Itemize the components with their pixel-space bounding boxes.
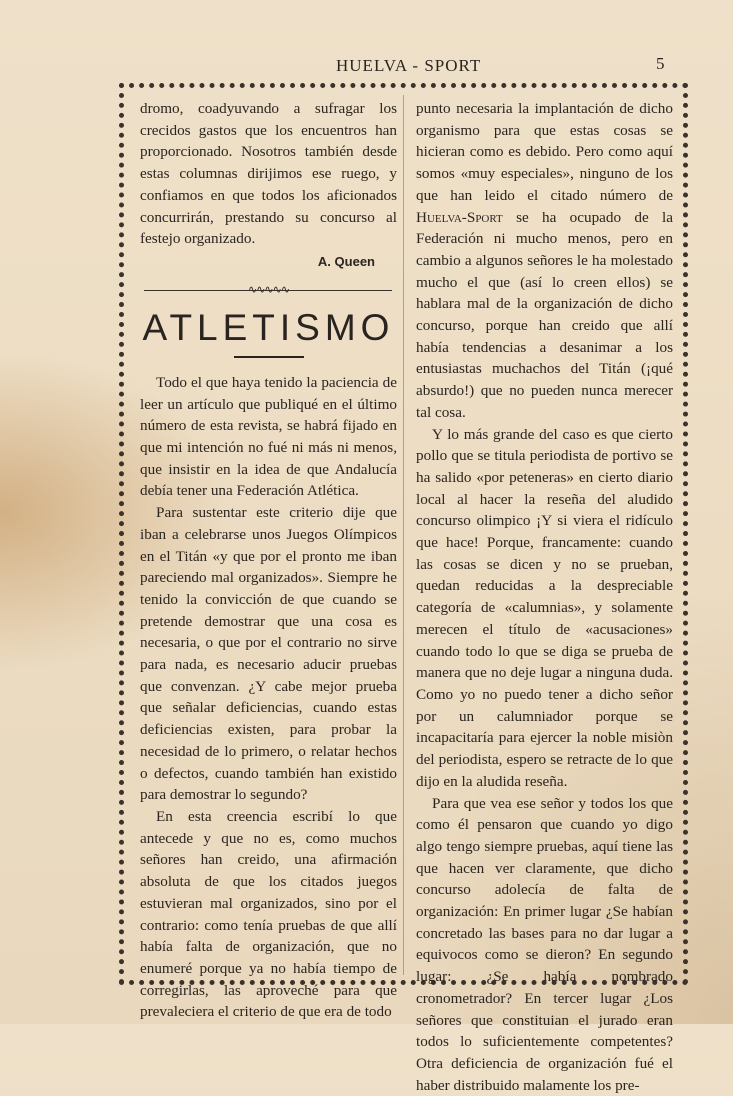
- title-underline: [234, 356, 304, 358]
- section-title: ATLETISMO: [140, 306, 397, 350]
- section-ornament: [140, 282, 397, 300]
- author-signature: A. Queen: [140, 252, 375, 272]
- continuation-paragraph: dromo, coadyuvando a sufragar los crecidos gastos que los encuentros han proporcionado. Nosotros también desde estas columnas dirijimos ese ruego, y confiamos en que todos los aficionados concurrirán, prestando su concurso al festejo organizado.: [140, 98, 397, 250]
- article-paragraph: En esta creencia escribí lo que antecede y que no es, como muchos señores han creido, una afirmación absoluta de que los citados juegos estuvieran mal organizados, sino por el contrario: como tenía pruebas de que allí había falta de organización, que no enumeré porque ya no había tiempo de corregirlas, las aproveché para que prevaleciera el criterio de que era de todo: [140, 806, 397, 1023]
- article-paragraph: Todo el que haya tenido la paciencia de leer un artículo que publiqué en el último número de esta revista, se habrá fijado en que mi intención no fué ni más ni menos, que insistir en la idea de que Andalucía debía tener una Federación Atlética.: [140, 372, 397, 502]
- right-column: [416, 98, 673, 1096]
- continuation-paragraph: [416, 98, 673, 424]
- running-head: HUELVA - SPORT: [336, 56, 481, 76]
- ornament-wave-icon: ∿∿∿∿∿: [248, 284, 289, 296]
- article-paragraph: Y lo más grande del caso es que cierto pollo que se titula periodista de portivo se ha salido «por peteneras» en cierto diario local al hacer la reseña del aludido concurso olimpico ¡Y si viera el ridículo que hace! Porque, francamente: cuando las cosas se dicen y no se prueban, quedan reducidas a la despreciable categoría de «calumnias», y solamente merecen el título de «acusaciones» cuando todo lo que se diga se prueba de manera que no deje lugar a ninguna duda. Como yo no puedo tener a dicho señor por un calumniador porque se incapacitaría para ejercer la noble misiòn del periodista, espero se retracte de lo que dijo en la aludida reseña.: [416, 424, 673, 793]
- article-paragraph: Para que vea ese señor y todos los que como él pensaron que cuando yo digo algo tengo siempre pruebas, aquí tiene las que hacen ver claramente, que dicho concurso adolecía de falta de organización: En primer lugar ¿Se habían concretado las bases para no dar lugar a equivocos como se dieron? En segundo lugar: ¿Se había nombrado cronometrador? En tercer lugar ¿Los señores que constituian el jurado eran todos lo suficientemente competentes? Otra deficiencia de organización fué el haber distribuido malamente los pre-: [416, 793, 673, 1096]
- continuation-text-before: punto necesaria la implantación de dicho organismo para que estas cosas se hicieran como es debido. Pero como aquí somos «muy especiales», ninguno de los que han leido el citado número de: [416, 100, 673, 204]
- continuation-text-after: se ha ocupado de la Federación ni mucho menos, pero en cambio a algunos señores le ha molestado mucho el que (así lo creen ellos) se hablara mal de la organización de dicho concurso, porque han creido que allí había tendencias a desanimar a los entusiastas muchachos del Titán (¡qué absurdo!) que no pueden nunca merecer tal cosa.: [416, 209, 673, 421]
- left-column: [140, 98, 397, 1023]
- column-divider: [403, 95, 404, 975]
- page-number: 5: [656, 54, 665, 74]
- magazine-name: Huelva-Sport: [416, 209, 503, 226]
- article-paragraph: Para sustentar este criterio dije que iban a celebrarse unos Juegos Olímpicos en el Titán «y que por el pronto me iban pareciendo mal organizados». Siempre he tenido la convicción de que cuando se pretende demostrar que una cosa es necesaria, o que por el contrario no sirve para nada, es necesario aducir pruebas que convenzan. ¿Y cabe mejor prueba que señalar deficiencias, cuando estas deficiencias existen, para probar la necesidad de lo primero, o relatar hechos o defectos, cuando también han existido para demostrar lo segundo?: [140, 502, 397, 806]
